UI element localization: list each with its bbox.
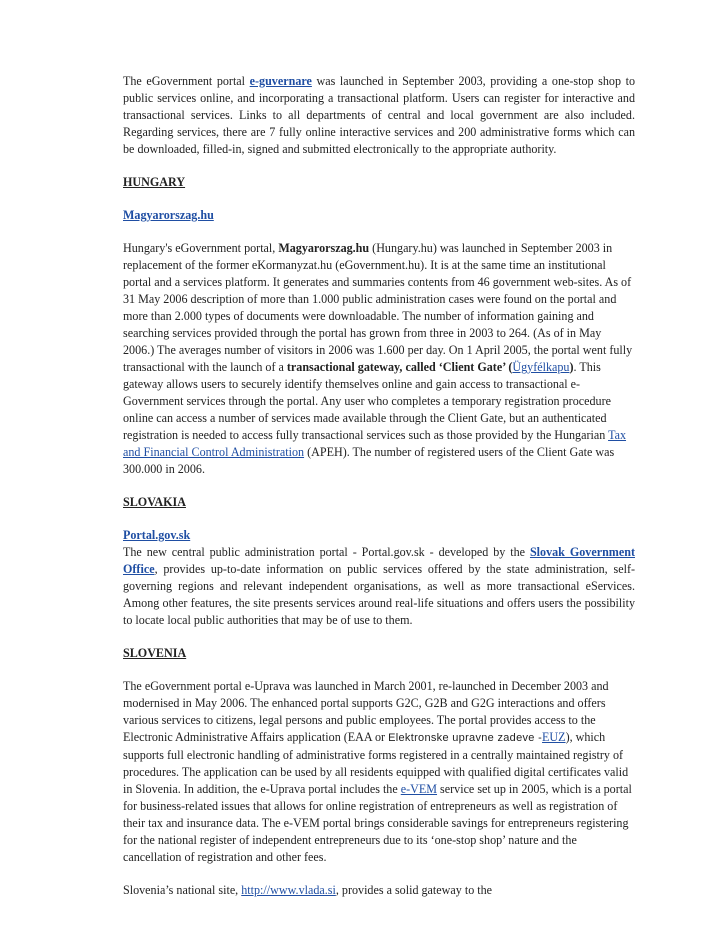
hungary-heading: HUNGARY (123, 175, 186, 189)
slovenia-euz-expansion: Elektronske upravne zadeve - (388, 732, 543, 744)
slovakia-portal-line (123, 527, 635, 544)
slovakia-text-b: , provides up-to-date information on public services offered by the state administration, self-governing regions and relevant independent organisations, as well as more transactional eServices. Among other features, the site presents services around real-life situations and offers users the possibility to locate local public authorities that may be of use to them. (123, 562, 635, 627)
hungary-text-d: (APEH). The number of registered users of the Client Gate was 300.000 in 2006. (123, 445, 615, 476)
hungary-text-a: Hungary's eGovernment portal, (123, 241, 279, 255)
euz-link[interactable]: EUZ (542, 730, 566, 744)
slovenia-paragraph (123, 678, 635, 866)
ugyfelkapu-link[interactable]: Ügyfélkapu (512, 360, 570, 374)
apeh-link[interactable]: Tax and Financial Control Administration (123, 428, 627, 459)
hungary-bold-portal: Magyarorszag.hu (278, 241, 370, 255)
hungary-portal-line (123, 207, 635, 224)
slovakia-heading: SLOVAKIA (123, 495, 186, 509)
hungary-paragraph (123, 240, 635, 478)
hungary-text-c: . This gateway allows users to securely identify themselves online and gain access to transactional e-Government services through the portal. Any user who completes a temporary registration procedure online can access a number of services made available through the Client Gate, but an authenticated registration is needed to access fully transactional services such as those provided by the Hungarian (123, 360, 611, 442)
hungary-bold-paren: ) (569, 360, 574, 374)
vlada-si-link[interactable]: http://www.vlada.si (241, 883, 336, 897)
slovenia-text-c: service set up in 2005, which is a portal for business-related issues that allows for online registration of entrepreneurs as well as registration of their tax and insurance data. The e-VEM portal brings considerable savings for entrepreneurs registering for the national register of independent entrepreneurs due to its ‘one-stop shop’ nature and the cancellation of registration and other fees. (123, 782, 632, 864)
magyarorszag-link[interactable]: Magyarorszag.hu (123, 208, 214, 222)
intro-paragraph (123, 73, 635, 158)
slovenia-heading: SLOVENIA (123, 646, 187, 660)
e-vem-link[interactable]: e-VEM (400, 782, 438, 796)
intro-text-start: The eGovernment portal (123, 74, 250, 88)
slovak-government-office-link[interactable]: Slovak Government Office (123, 545, 635, 576)
slovakia-text-a: The new central public administration portal - Portal.gov.sk - developed by the (123, 545, 530, 559)
slovakia-paragraph (123, 544, 635, 629)
slovenia-site-text-a: Slovenia’s national site, (123, 883, 242, 897)
intro-text-end: was launched in September 2003, providing a one-stop shop to public services online, and incorporating a transactional platform. Users can register for interactive and transactional services. Links to all departments of central and local government are also included. Regarding services, there are 7 fully online interactive services and 200 administrative forms which can be downloaded, filled-in, signed and submitted electronically to the appropriate authority. (123, 74, 635, 156)
portal-gov-sk-link[interactable]: Portal.gov.sk (123, 528, 191, 542)
hungary-text-b: (Hungary.hu) was launched in September 2003 in replacement of the former eKormanyzat.hu (eGovernment.hu). It is at the same time an institutional portal and a services platform. It generates and summaries contents from 46 government web-sites. As of 31 May 2006 description of more than 1.000 public administration cases were found on the portal and more than 2.000 types of documents were downloadable. The number of information gaining and searching services provided through the portal has grown from three in 2003 to 264. (As of in May 2006.) The averages number of visitors in 2006 was 1.600 per day. On 1 April 2005, the portal went fully transactional with the launch of a (123, 241, 633, 374)
hungary-bold-gateway: transactional gateway, called ‘Client Gate’ ( (286, 360, 513, 374)
e-guvernare-link[interactable]: e-guvernare (249, 74, 312, 88)
slovenia-text-b: ), which supports full electronic handling of administrative forms registered in a centrally maintained registry of procedures. The application can be used by all residents equipped with qualified digital certificates valid in Slovenia. In addition, the e-Uprava portal includes the (123, 730, 629, 796)
slovenia-text-a: The eGovernment portal e-Uprava was launched in March 2001, re-launched in December 2003 and modernised in May 2006. The enhanced portal supports G2C, G2B and G2G interactions and offers various services to citizens, legal persons and public employees. The portal provides access to the Electronic Administrative Affairs application (EAA or (123, 679, 609, 744)
slovenia-national-site-paragraph (123, 882, 635, 899)
slovenia-site-text-b: , provides a solid gateway to the (335, 883, 493, 897)
